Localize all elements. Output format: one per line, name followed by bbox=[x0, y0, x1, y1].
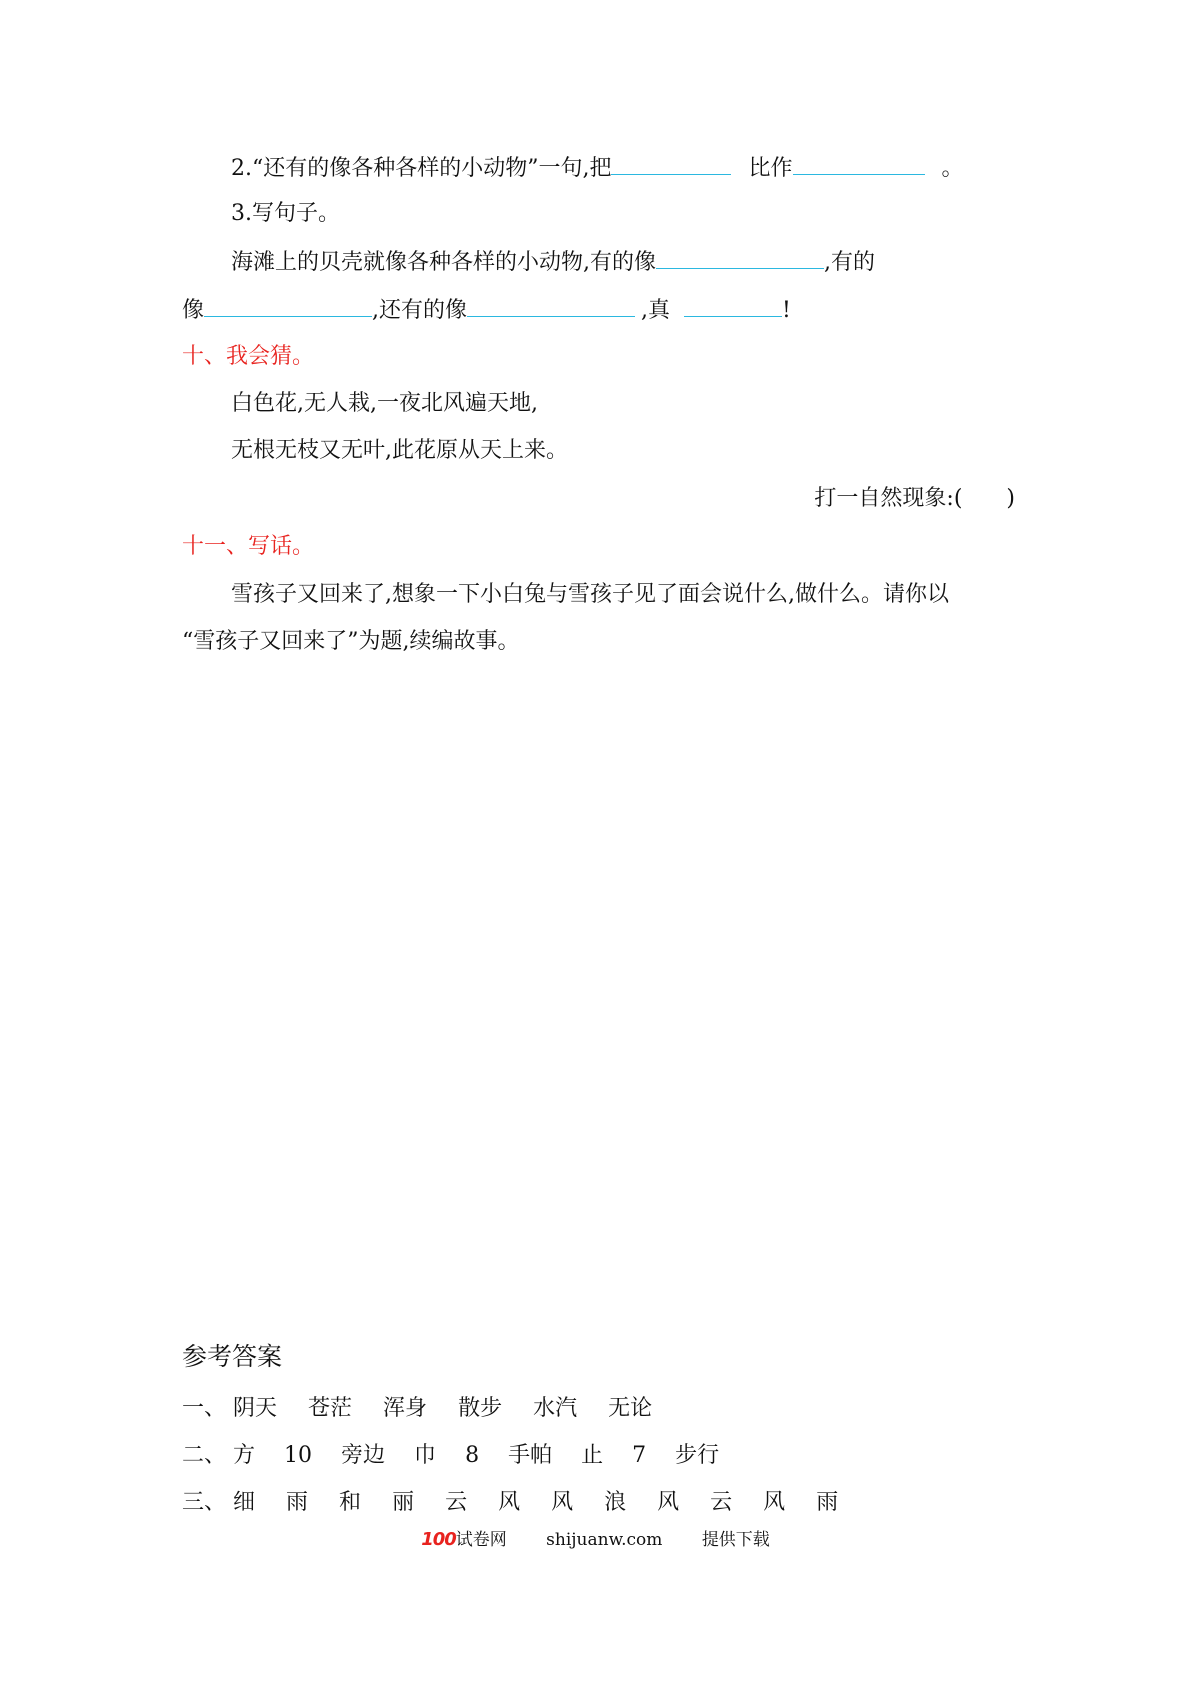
q2-blank-1[interactable] bbox=[611, 152, 731, 175]
sentence-blank-2[interactable] bbox=[204, 294, 372, 317]
answer-item: 和 bbox=[339, 1490, 362, 1515]
q2-suffix: 。 bbox=[941, 156, 964, 181]
footer bbox=[0, 1525, 1191, 1550]
answer-item: 风 bbox=[551, 1490, 574, 1515]
riddle-line-1: 白色花,无人栽,一夜北风遍天地, bbox=[231, 391, 538, 416]
writing-prompt-line-1: 雪孩子又回来了,想象一下小白兔与雪孩子见了面会说什么,做什么。请你以 bbox=[231, 582, 949, 607]
riddle-prompt: 打一自然现象:( ) bbox=[814, 486, 1015, 511]
sentence-line1-prefix: 海滩上的贝壳就像各种各样的小动物,有的像 bbox=[231, 250, 656, 275]
answer-item: 无论 bbox=[608, 1396, 653, 1421]
answers-title: 参考答案 bbox=[182, 1342, 283, 1371]
footer-note: 提供下载 bbox=[701, 1530, 770, 1550]
answer-item: 风 bbox=[498, 1490, 521, 1515]
section-11-heading: 十一、写话。 bbox=[182, 534, 315, 559]
answer-item: 细 bbox=[233, 1490, 256, 1515]
answer-item: 8 bbox=[465, 1443, 480, 1468]
sentence-line2-end: ! bbox=[782, 298, 791, 323]
answer-item: 巾 bbox=[414, 1443, 437, 1468]
answer-item: 云 bbox=[710, 1490, 733, 1515]
sentence-line2-mid: ,还有的像 bbox=[372, 298, 468, 323]
answer-item: 苍茫 bbox=[308, 1396, 353, 1421]
answer-item: 雨 bbox=[816, 1490, 839, 1515]
answer-row-2 bbox=[182, 1441, 719, 1471]
answer-item: 浑身 bbox=[383, 1396, 428, 1421]
question-2 bbox=[231, 152, 964, 184]
answer-item: 7 bbox=[632, 1443, 647, 1468]
site-logo: 100 bbox=[421, 1529, 456, 1550]
answer-item: 阴天 bbox=[233, 1396, 278, 1421]
sentence-blank-3[interactable] bbox=[467, 294, 635, 317]
question-3-title: 3.写句子。 bbox=[231, 201, 340, 226]
q2-blank-2[interactable] bbox=[793, 152, 925, 175]
writing-prompt-line-2: “雪孩子又回来了”为题,续编故事。 bbox=[182, 629, 520, 654]
answer-item: 方 bbox=[233, 1443, 256, 1468]
sentence-blank-4[interactable] bbox=[684, 294, 782, 317]
answer-item: 云 bbox=[445, 1490, 468, 1515]
q2-prefix: 2.“还有的像各种各样的小动物”一句,把 bbox=[231, 156, 612, 181]
answer-item: 步行 bbox=[675, 1443, 720, 1468]
answer-item: 风 bbox=[657, 1490, 680, 1515]
answer-row-1-label: 一、 bbox=[182, 1396, 227, 1421]
answer-row-1 bbox=[182, 1394, 652, 1424]
answer-row-3-label: 三、 bbox=[182, 1490, 227, 1515]
section-10-heading: 十、我会猜。 bbox=[182, 344, 315, 369]
answer-item: 雨 bbox=[286, 1490, 309, 1515]
site-name: 试卷网 bbox=[455, 1530, 507, 1550]
sentence-line2-start: 像 bbox=[182, 298, 205, 323]
answer-item: 水汽 bbox=[533, 1396, 578, 1421]
sentence-line-2 bbox=[182, 294, 791, 326]
answer-item: 手帕 bbox=[508, 1443, 553, 1468]
answer-item: 10 bbox=[284, 1443, 313, 1468]
answer-item: 浪 bbox=[604, 1490, 627, 1515]
q2-middle: 比作 bbox=[748, 156, 793, 181]
answer-item: 止 bbox=[581, 1443, 604, 1468]
answer-row-3 bbox=[182, 1488, 838, 1518]
answer-row-2-label: 二、 bbox=[182, 1443, 227, 1468]
sentence-line-1 bbox=[231, 246, 875, 278]
site-domain[interactable]: shijuanw.com bbox=[546, 1530, 663, 1550]
answer-item: 旁边 bbox=[341, 1443, 386, 1468]
sentence-line1-suffix: ,有的 bbox=[824, 250, 875, 275]
answer-item: 丽 bbox=[392, 1490, 415, 1515]
answer-item: 风 bbox=[763, 1490, 786, 1515]
riddle-line-2: 无根无枝又无叶,此花原从天上来。 bbox=[231, 438, 568, 463]
sentence-blank-1[interactable] bbox=[656, 246, 824, 269]
sentence-line2-mid2: ,真 bbox=[641, 298, 671, 323]
answer-item: 散步 bbox=[458, 1396, 503, 1421]
